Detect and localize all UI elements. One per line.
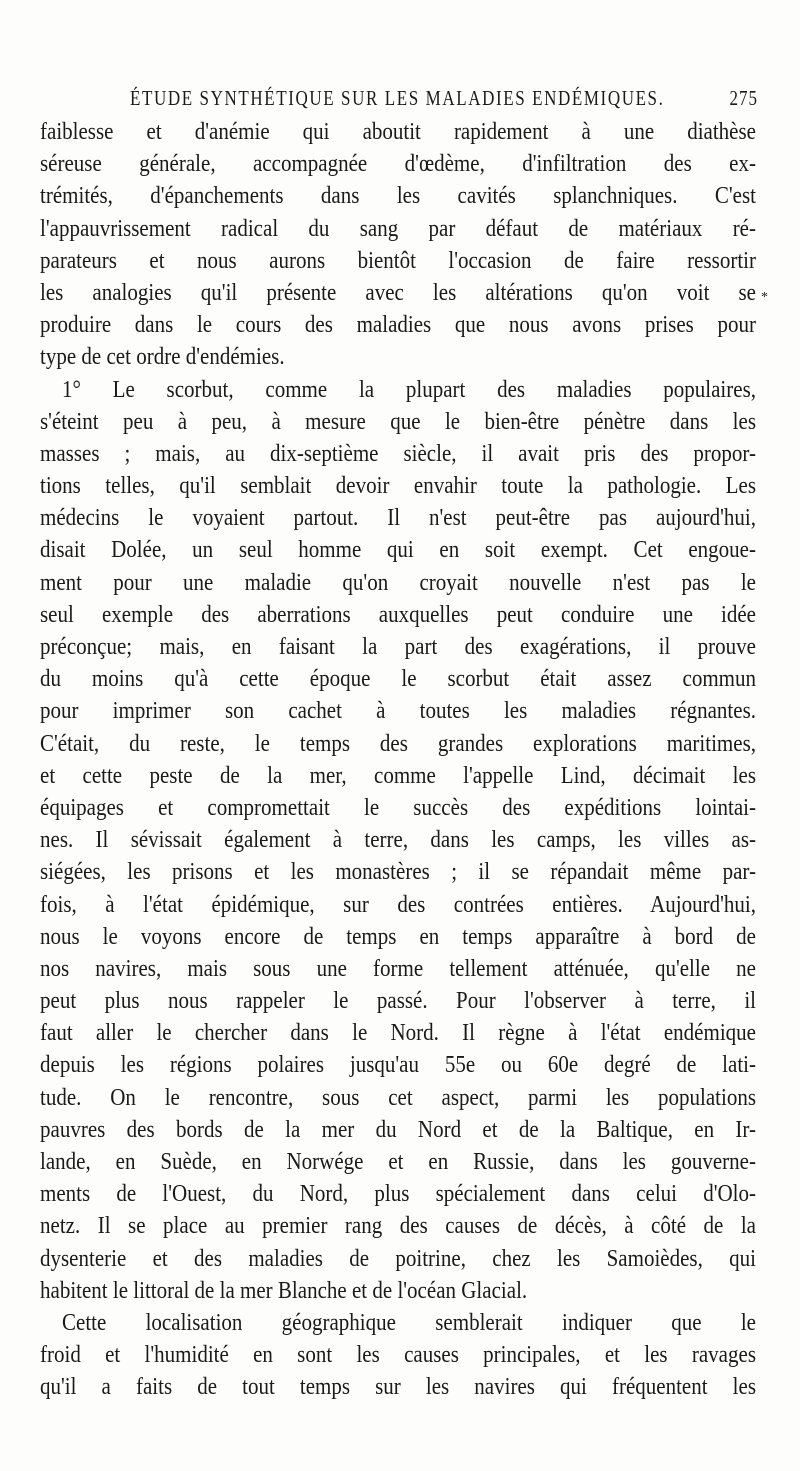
page-number: 275 — [729, 86, 758, 110]
text-line: fois, à l'état épidémique, sur des contrées entières. Aujourd'hui, — [40, 889, 756, 918]
text-line: parateurs et nous aurons bientôt l'occasion de faire ressortir — [40, 245, 756, 274]
text-line: s'éteint peu à peu, à mesure que le bien-être pénètre dans les — [40, 406, 756, 435]
text-line: siégées, les prisons et les monastères ; il se répandait même par- — [40, 857, 756, 886]
text-line: habitent le littoral de la mer Blanche et de l'océan Glacial. — [40, 1275, 528, 1304]
text-line: ment pour une maladie qu'on croyait nouvelle n'est pas le — [40, 567, 756, 596]
text-line: qu'il a faits de tout temps sur les navires qui fréquentent les — [40, 1372, 756, 1401]
body-text — [40, 115, 756, 1403]
text-line: équipages et compromettait le succès des expéditions lointai- — [40, 792, 756, 822]
text-line: disait Dolée, un seul homme qui en soit exempt. Cet engoue- — [40, 535, 756, 564]
text-line: faiblesse et d'anémie qui aboutit rapidement à une diathèse — [40, 116, 756, 146]
text-line: pour imprimer son cachet à toutes les maladies régnantes. — [40, 696, 756, 725]
text-line: netz. Il se place au premier rang des causes de décès, à côté de la — [40, 1211, 756, 1240]
margin-mark: * — [761, 290, 768, 305]
text-line: ments de l'Ouest, du Nord, plus spécialement dans celui d'Olo- — [40, 1179, 756, 1208]
text-line: séreuse générale, accompagnée d'œdème, d'infiltration des ex- — [40, 149, 756, 178]
text-line: nes. Il sévissait également à terre, dans les camps, les villes as- — [40, 824, 756, 854]
text-line: tude. On le rencontre, sous cet aspect, parmi les populations — [40, 1082, 756, 1111]
text-line: l'appauvrissement radical du sang par défaut de matériaux ré- — [40, 213, 756, 242]
text-line: type de cet ordre d'endémies. — [40, 342, 285, 371]
text-line: froid et l'humidité en sont les causes principales, et les ravages — [40, 1339, 756, 1369]
text-line: trémités, d'épanchements dans les cavités splanchniques. C'est — [40, 181, 756, 210]
text-line: préconçue; mais, en faisant la part des exagérations, il prouve — [40, 631, 756, 661]
text-line: Cette localisation géographique semblerait indiquer que le — [62, 1307, 756, 1337]
text-line: lande, en Suède, en Norwége et en Russie, dans les gouverne- — [40, 1146, 756, 1176]
text-line: faut aller le chercher dans le Nord. Il règne à l'état endémique — [40, 1018, 756, 1047]
text-line: nos navires, mais sous une forme tellement atténuée, qu'elle ne — [40, 953, 756, 983]
text-line: médecins le voyaient partout. Il n'est peut-être pas aujourd'hui, — [40, 503, 756, 532]
text-line: depuis les régions polaires jusqu'au 55e ou 60e degré de lati- — [40, 1050, 756, 1079]
text-line: produire dans le cours des maladies que nous avons prises pour — [40, 309, 756, 339]
text-line: nous le voyons encore de temps en temps apparaître à bord de — [40, 921, 756, 950]
text-line: peut plus nous rappeler le passé. Pour l'observer à terre, il — [40, 985, 756, 1015]
running-head-title: ÉTUDE SYNTHÉTIQUE SUR LES MALADIES ENDÉMIQUES. — [130, 86, 665, 110]
text-line: seul exemple des aberrations auxquelles peut conduire une idée — [40, 599, 756, 628]
text-line: tions telles, qu'il semblait devoir envahir toute la pathologie. Les — [40, 470, 756, 500]
text-line: C'était, du reste, le temps des grandes explorations maritimes, — [40, 728, 756, 757]
text-line: pauvres des bords de la mer du Nord et de la Baltique, en Ir- — [40, 1114, 756, 1143]
text-line: dysenterie et des maladies de poitrine, chez les Samoièdes, qui — [40, 1243, 756, 1272]
text-line: et cette peste de la mer, comme l'appelle Lind, décimait les — [40, 760, 756, 789]
text-line: les analogies qu'il présente avec les altérations qu'on voit se — [40, 277, 756, 307]
text-line: masses ; mais, au dix-septième siècle, il avait pris des propor- — [40, 438, 756, 468]
text-line: 1° Le scorbut, comme la plupart des maladies populaires, — [62, 374, 756, 403]
text-line: du moins qu'à cette époque le scorbut était assez commun — [40, 664, 756, 693]
